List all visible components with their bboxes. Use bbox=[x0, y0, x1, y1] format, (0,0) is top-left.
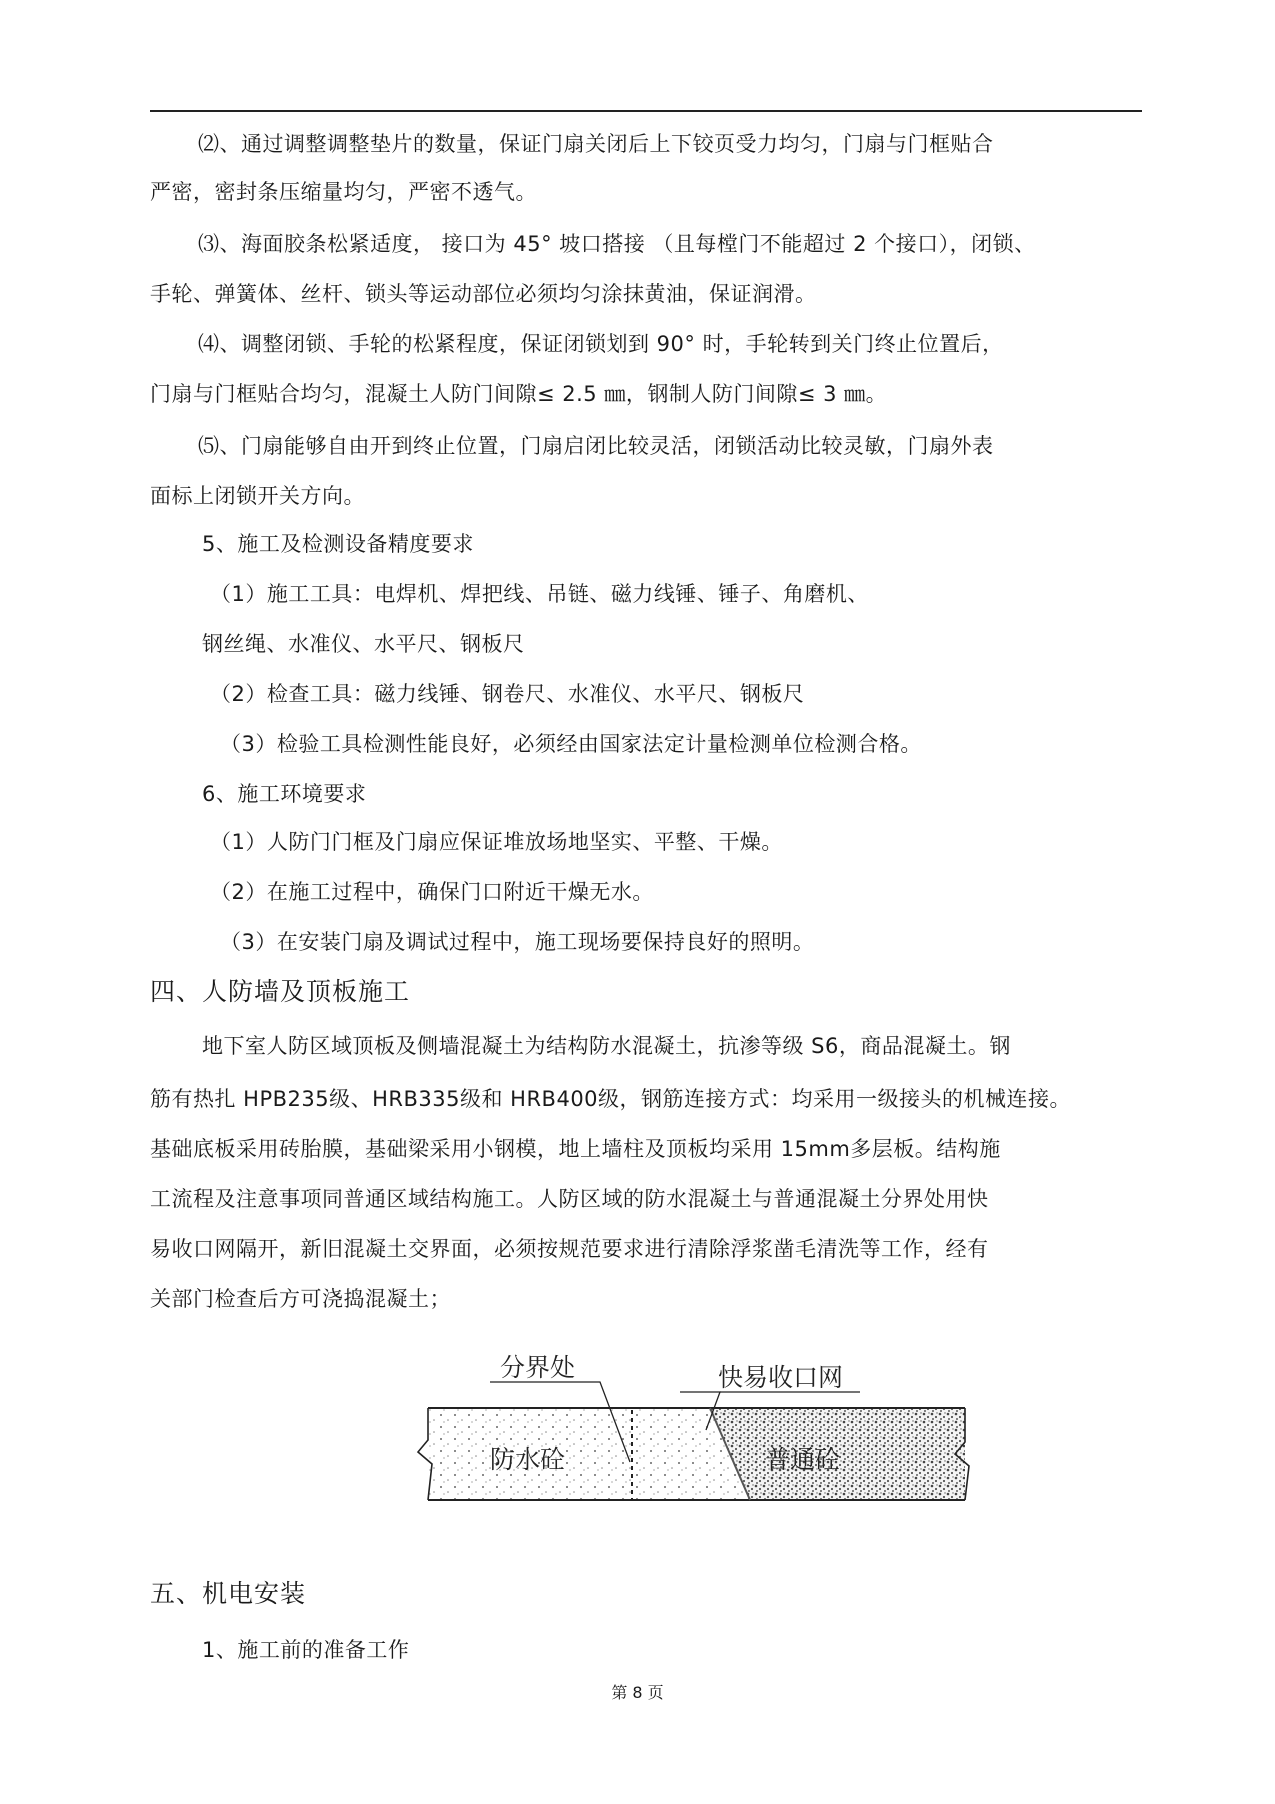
text-line-s6i2: （2）在施工过程中，确保门口附近干燥无水。 bbox=[210, 880, 654, 904]
label-normal: 普通砼 bbox=[765, 1445, 841, 1474]
text-line-s5: 5、施工及检测设备精度要求 bbox=[202, 532, 474, 556]
text-line-s5i3: （3）检验工具检测性能良好，必须经由国家法定计量检测单位检测合格。 bbox=[220, 732, 922, 756]
section-heading-h4: 四、人防墙及顶板施工 bbox=[150, 977, 411, 1006]
text-line-p4b: 门扇与门框贴合均匀，混凝土人防门间隙≤ 2.5 ㎜，钢制人防门间隙≤ 3 ㎜。 bbox=[150, 382, 888, 406]
text-line-p4a: ⑷、调整闭锁、手轮的松紧程度，保证闭锁划到 90° 时，手轮转到关门终止位置后， bbox=[198, 332, 1004, 356]
text-line-b4: 工流程及注意事项同普通区域结构施工。人防区域的防水混凝土与普通混凝土分界处用快 bbox=[150, 1187, 989, 1211]
text-line-p5b: 面标上闭锁开关方向。 bbox=[150, 484, 365, 508]
header-rule bbox=[150, 110, 1142, 112]
text-line-s5i2: （2）检查工具：磁力线锤、钢卷尺、水准仪、水平尺、钢板尺 bbox=[210, 682, 805, 706]
text-line-b1: 地下室人防区域顶板及侧墙混凝土为结构防水混凝土，抗渗等级 S6，商品混凝土。钢 bbox=[202, 1034, 1011, 1058]
label-waterproof: 防水砼 bbox=[490, 1445, 566, 1474]
label-boundary: 分界处 bbox=[500, 1353, 576, 1382]
text-line-p2b: 严密，密封条压缩量均匀，严密不透气。 bbox=[150, 180, 537, 204]
text-line-p2a: ⑵、通过调整调整垫片的数量，保证门扇关闭后上下铰页受力均匀，门扇与门框贴合 bbox=[198, 132, 994, 156]
text-line-b5: 易收口网隔开，新旧混凝土交界面，必须按规范要求进行清除浮浆凿毛清洗等工作，经有 bbox=[150, 1237, 989, 1261]
text-line-b6: 关部门检查后方可浇捣混凝土； bbox=[150, 1287, 451, 1311]
section-heading-h5: 五、机电安装 bbox=[150, 1579, 307, 1608]
text-line-b3: 基础底板采用砖胎膜，基础梁采用小钢模，地上墙柱及顶板均采用 15mm多层板。结构施 bbox=[150, 1137, 1001, 1161]
text-line-s5i1a: （1）施工工具：电焊机、焊把线、吊链、磁力线锤、锤子、角磨机、 bbox=[210, 582, 869, 606]
page-number: 第 8 页 bbox=[611, 1683, 664, 1702]
text-line-p3a: ⑶、海面胶条松紧适度， 接口为 45° 坡口搭接 （且每樘门不能超过 2 个接口），闭锁、 bbox=[198, 232, 1036, 256]
concrete-boundary-figure bbox=[410, 1340, 970, 1540]
label-mesh: 快易收口网 bbox=[718, 1363, 844, 1392]
text-line-p3b: 手轮、弹簧体、丝杆、锁头等运动部位必须均匀涂抹黄油，保证润滑。 bbox=[150, 282, 817, 306]
text-line-s5i1b: 钢丝绳、水准仪、水平尺、钢板尺 bbox=[202, 632, 525, 656]
text-line-p5a: ⑸、门扇能够自由开到终止位置，门扇启闭比较灵活，闭锁活动比较灵敏，门扇外表 bbox=[198, 434, 994, 458]
text-line-s6i1: （1）人防门门框及门扇应保证堆放场地坚实、平整、干燥。 bbox=[210, 830, 783, 854]
text-line-b2: 筋有热扎 HPB235级、HRB335级和 HRB400级，钢筋连接方式：均采用一级接头的机械连接。 bbox=[150, 1087, 1072, 1111]
text-line-s6: 6、施工环境要求 bbox=[202, 782, 367, 806]
text-line-s1: 1、施工前的准备工作 bbox=[202, 1638, 410, 1662]
text-line-s6i3: （3）在安装门扇及调试过程中，施工现场要保持良好的照明。 bbox=[220, 930, 815, 954]
